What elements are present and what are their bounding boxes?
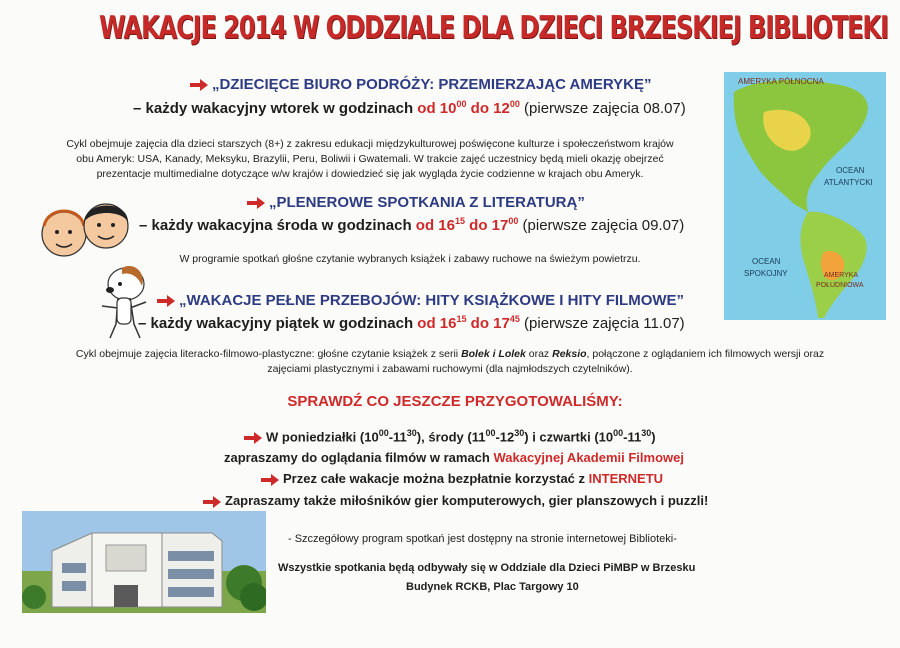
section1-time-start: od 10 xyxy=(417,100,457,117)
internet-label: INTERNETU xyxy=(588,471,664,486)
section1-first-date: (pierwsze zajęcia 08.07) xyxy=(524,100,686,117)
arrow-icon xyxy=(190,79,208,91)
section2-time-start: od 16 xyxy=(415,217,455,234)
section1-desc-line: obu Ameryk: USA, Kanady, Meksyku, Brazylii, Peru, Boliwii i Gwatemali. W trakcie zajęć uczestnicy będą mieli okazję obejrzeć xyxy=(76,153,664,165)
footer-address: Budynek RCKB, Plac Targowy 10 xyxy=(406,581,579,593)
section3-desc-line xyxy=(20,347,880,362)
bolek-lolek-title: Bolek i Lolek xyxy=(461,348,526,360)
extra-line-1-part: -11 xyxy=(388,429,407,445)
map-label-south-america-1: AMERYKA xyxy=(824,272,859,279)
extra-line-3 xyxy=(261,471,663,486)
extra-line-2-text: zapraszamy do oglądania filmów w ramach xyxy=(224,450,494,465)
extra-line-1-part: 00 xyxy=(485,428,496,438)
section1-schedule-text: – każdy wakacyjny wtorek w godzinach xyxy=(133,100,414,117)
footer-location: Wszystkie spotkania będą odbywały się w Oddziale dla Dzieci PiMBP w Brzesku xyxy=(278,562,696,574)
section3-desc-part: , połączone z oglądaniem ich filmowych wersji oraz xyxy=(586,348,825,360)
section2-schedule-text: – każdy wakacyjna środa w godzinach xyxy=(139,217,412,234)
cartoon-kids-illustration xyxy=(36,192,132,262)
arrow-icon xyxy=(247,197,265,209)
extra-line-1-part: ), środy (11 xyxy=(416,429,486,445)
extra-line-1-part: -12 xyxy=(495,429,515,445)
page-title: WAKACJE 2014 W ODDZIALE DLA DZIECI BRZESKIEJ BIBLIOTEKI xyxy=(99,10,888,46)
extra-line-1-part: ) i czwartki (10 xyxy=(524,429,614,445)
map-label-atlantic-2: ATLANTYCKI xyxy=(824,178,873,187)
section3-heading xyxy=(157,292,684,309)
americas-map-image xyxy=(724,72,886,320)
section2-schedule xyxy=(139,216,684,234)
section3-time-start: od 16 xyxy=(417,315,457,332)
reksio-title: Reksio xyxy=(552,348,587,360)
section3-time-end: do 17 xyxy=(470,315,510,332)
library-building-photo xyxy=(22,511,266,613)
section3-time-start-min: 15 xyxy=(456,314,467,324)
section1-schedule xyxy=(133,99,686,117)
extra-line-1-part: 30 xyxy=(514,428,525,438)
arrow-icon xyxy=(157,295,175,307)
section1-heading xyxy=(190,76,651,93)
extra-line-3-text: Przez całe wakacje można bezpłatnie korzystać z xyxy=(283,471,589,486)
extra-line-2 xyxy=(224,450,684,465)
section1-heading-text: „DZIECIĘCE BIURO PODRÓŻY: PRZEMIERZAJĄC AMERYKĘ” xyxy=(212,76,652,93)
map-label-pacific-1: OCEAN xyxy=(752,257,781,266)
section2-description xyxy=(120,252,700,267)
section2-heading-text: „PLENEROWE SPOTKANIA Z LITERATURĄ” xyxy=(269,194,585,211)
film-academy-name: Wakacyjnej Akademii Filmowej xyxy=(493,450,684,465)
section3-first-date: (pierwsze zajęcia 11.07) xyxy=(524,315,685,332)
footer-program-note: - Szczegółowy program spotkań jest dostępny na stronie internetowej Biblioteki- xyxy=(288,533,677,545)
extra-line-1-part: 30 xyxy=(641,428,652,438)
extra-line-1 xyxy=(244,428,656,444)
extra-line-1-part: -11 xyxy=(623,429,642,445)
map-label-atlantic-1: OCEAN xyxy=(836,166,865,175)
section3-heading-text: „WAKACJE PEŁNE PRZEBOJÓW: HITY KSIĄŻKOWE I HITY FILMOWE” xyxy=(179,292,685,309)
extra-line-1-part: 00 xyxy=(613,428,624,438)
section3-desc-part: Cykl obejmuje zajęcia literacko-filmowo-plastyczne: głośne czytanie książek z serii xyxy=(75,348,462,360)
section1-desc-line: Cykl obejmuje zajęcia dla dzieci starszych (8+) z zakresu edukacji międzykulturowej poświęcone kulturze i społeczeństwom krajów xyxy=(66,138,674,150)
section1-description xyxy=(20,137,720,182)
section3-desc-part: oraz xyxy=(525,348,553,360)
section1-time-start-min: 00 xyxy=(456,99,467,109)
map-label-north-america: AMERYKA PÓŁNOCNA xyxy=(738,77,824,86)
section1-time-end: do 12 xyxy=(470,100,510,117)
extra-line-1-part: W poniedziałki (10 xyxy=(266,429,379,445)
section2-heading xyxy=(247,194,585,211)
arrow-icon xyxy=(261,474,279,486)
extra-heading: SPRAWDŹ CO JESZCZE PRZYGOTOWALIŚMY: xyxy=(287,393,623,410)
extra-line-1-part: 30 xyxy=(406,428,417,438)
section3-schedule xyxy=(138,314,685,332)
map-label-south-america-2: POŁUDNIOWA xyxy=(816,282,864,289)
section2-time-end-min: 00 xyxy=(508,216,519,226)
section1-desc-line: prezentacje multimedialne dotyczące w/w krajów i dowiedzieć się jak wygląda życie codzienne w krajach obu Ameryk. xyxy=(96,168,644,180)
extra-line-4-text: Zapraszamy także miłośników gier komputerowych, gier planszowych i puzzli! xyxy=(225,493,709,508)
section3-description xyxy=(20,347,880,377)
section1-time-end-min: 00 xyxy=(509,99,520,109)
section3-schedule-text: – każdy wakacyjny piątek w godzinach xyxy=(138,315,414,332)
section2-first-date: (pierwsze zajęcia 09.07) xyxy=(522,217,685,234)
arrow-icon xyxy=(244,432,262,444)
arrow-icon xyxy=(203,496,221,508)
section2-time-end: do 17 xyxy=(469,217,509,234)
section2-desc-line: W programie spotkań głośne czytanie wybranych książek i zabawy ruchowe na świeżym powietrzu. xyxy=(179,253,641,265)
extra-line-1-part: ) xyxy=(651,429,656,445)
section3-time-end-min: 45 xyxy=(509,314,520,324)
extra-line-4 xyxy=(203,493,708,508)
section3-desc-line: zajęciami plastycznymi i zabawami ruchowymi (dla najmłodszych czytelników). xyxy=(267,363,633,375)
extra-line-1-part: 00 xyxy=(378,428,389,438)
section2-time-start-min: 15 xyxy=(454,216,465,226)
map-label-pacific-2: SPOKOJNY xyxy=(744,269,788,278)
